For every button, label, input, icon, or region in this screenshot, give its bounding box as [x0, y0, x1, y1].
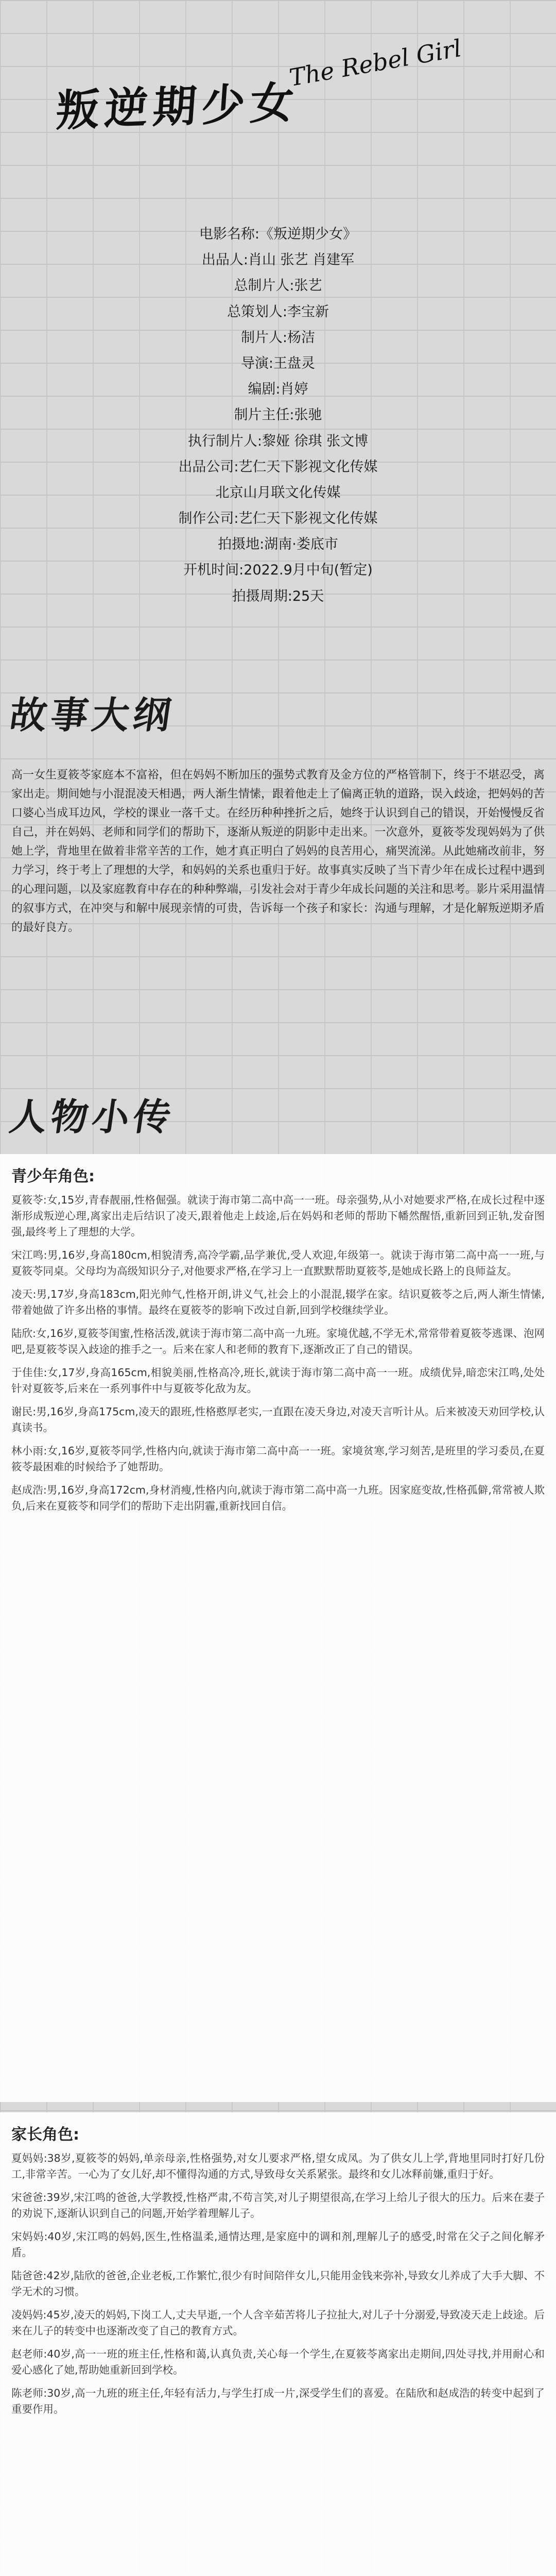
credit-line: 总策划人:李宝新	[227, 303, 329, 320]
credit-line: 制作公司:艺仁天下影视文化传媒	[178, 511, 378, 527]
hero	[0, 0, 556, 206]
character-bio: 林小雨:女,16岁,夏筱苓同学,性格内向,就读于海市第二高中高一一班。家境贫寒,学习刻苦,是班里的学习委员,在夏筱苓最困难的时候给予了她帮助。	[11, 1445, 545, 1473]
characters-heading: 人物小传	[7, 1095, 178, 1139]
credit-line: 出品公司:艺仁天下影视文化传媒	[178, 459, 378, 475]
synopsis-text: 高一女生夏筱苓家庭本不富裕，但在妈妈不断加压的强势式教育及金方位的严格管制下，终于不堪忍受，离家出走。期间她与小混混凌天相遇，两人渐生情愫，跟着他走上了偏离正轨的道路，误入歧途，把妈妈的苦口婆心当成耳边风，学校的课业一落千丈。在经历种种挫折之后，她终于认识到自己的错误，开始慢慢反省自己，并在妈妈、老师和同学们的帮助下，逐渐从叛逆的阴影中走出来。一次意外，夏筱苓发现妈妈为了供她上学，背地里在做着非常辛苦的工作，她才真正明白了妈妈的良苦用心，痛哭流涕。从此她痛改前非，努力学习，终于考上了理想的大学，和妈妈的关系也重归于好。故事真实反映了当下青少年在成长过程中遇到的心理问题，以及家庭教育中存在的种种弊端，引发社会对于青少年成长问题的关注和思考。影片采用温情的叙事方式，在冲突与和解中展现亲情的可贵，告诉每一个孩子和家长：沟通与理解，才是化解叛逆期矛盾的最好良方。	[11, 769, 545, 934]
synopsis-heading: 故事大纲	[7, 693, 178, 737]
credit-line: 导演:王盘灵	[240, 355, 316, 371]
character-bio: 宋妈妈:40岁,宋江鸣的妈妈,医生,性格温柔,通情达理,是家庭中的调和剂,理解儿子的感受,时常在父子之间化解矛盾。	[11, 2230, 545, 2259]
character-bio: 赵成浩:男,16岁,身高172cm,身材消瘦,性格内向,就读于海市第二高中高一九班。因家庭变故,性格孤僻,常常被人欺负,后来在夏筱苓和同学们的帮助下走出阴霾,重新找回自信。	[11, 1484, 545, 1512]
parent-characters-panel	[0, 2112, 556, 2576]
credit-line: 拍摄地:湖南·娄底市	[218, 536, 338, 553]
english-title: The Rebel Girl	[287, 34, 464, 92]
teen-characters-panel	[0, 1154, 556, 2102]
credit-line: 制片人:杨洁	[240, 329, 316, 346]
character-bio: 凌天:男,17岁,身高183cm,阳光帅气,性格开朗,讲义气,社会上的小混混,辍学在家。结识夏筱苓之后,两人渐生情愫,带着她做了许多出格的事情。最终在夏筱苓的影响下改过自新,回到学校继续学业。	[11, 1288, 545, 1316]
credit-line: 执行制片人:黎娅 徐琪 张文博	[187, 433, 369, 449]
character-bio: 宋江鸣:男,16岁,身高180cm,相貌清秀,高冷学霸,品学兼优,受人欢迎,年级第一。就读于海市第二高中高一一班,与夏筱苓同桌。父母均为高级知识分子,对他要求严格,在学习上一直默默帮助夏筱苓,是她成长路上的良师益友。	[11, 1249, 545, 1277]
credit-line: 制片主任:张驰	[234, 407, 322, 423]
character-bio: 陈老师:30岁,高一九班的班主任,年轻有活力,与学生打成一片,深受学生们的喜爱。在陆欣和赵成浩的转变中起到了重要作用。	[11, 2387, 545, 2415]
character-bio: 于佳佳:女,17岁,身高165cm,相貌美丽,性格高冷,班长,就读于海市第二高中高一一班。成绩优异,暗恋宋江鸣,处处针对夏筱苓,后来在一系列事件中与夏筱苓化敌为友。	[11, 1366, 545, 1395]
credits-list	[0, 222, 556, 609]
credit-line: 出品人:肖山 张艺 肖建军	[201, 252, 355, 268]
credit-line: 电影名称:《叛逆期少女》	[199, 226, 357, 242]
character-bio: 凌妈妈:45岁,凌天的妈妈,下岗工人,丈夫早逝,一个人含辛茹苦将儿子拉扯大,对儿子十分溺爱,导致凌天走上歧途。后来在儿子的转变中也逐渐改变了自己的教育方式。	[11, 2309, 545, 2337]
character-bio: 夏妈妈:38岁,夏筱苓的妈妈,单亲母亲,性格强势,对女儿要求严格,望女成凤。为了供女儿上学,背地里同时打好几份工,非常辛苦。一心为了女儿好,却不懂得沟通的方式,导致母女关系紧张。最终和女儿冰释前嫌,重归于好。	[11, 2152, 545, 2180]
character-bio: 赵老师:40岁,高一一班的班主任,性格和蔼,认真负责,关心每一个学生,在夏筱苓离家出走期间,四处寻找,并用耐心和爱心感化了她,帮助她重新回到学校。	[11, 2348, 545, 2376]
character-bio: 夏筱苓:女,15岁,青春靓丽,性格倔强。就读于海市第二高中高一一班。母亲强势,从小对她要求严格,在成长过程中逐渐形成叛逆心理,离家出走后结识了凌天,跟着他走上歧途,后在妈妈和老师的帮助下幡然醒悟,重新回到正轨,发奋图强,最终考上了理想的大学。	[11, 1194, 545, 1238]
credit-line: 北京山月联文化传媒	[215, 484, 341, 501]
credit-line: 拍摄周期:25天	[232, 588, 324, 604]
parent-characters-heading: 家长角色:	[11, 2126, 79, 2144]
character-bio: 陆欣:女,16岁,夏筱苓闺蜜,性格活泼,就读于海市第二高中高一九班。家境优越,不学无术,常常带着夏筱苓逃课、泡网吧,是夏筱苓误入歧途的推手之一。后来在家人和老师的教育下,逐渐改正了自己的错误。	[11, 1327, 545, 1355]
credit-line: 编剧:肖婷	[248, 381, 308, 398]
character-bio: 谢民:男,16岁,身高175cm,凌天的跟班,性格憨厚老实,一直跟在凌天身边,对凌天言听计从。后来被凌天劝回学校,认真读书。	[11, 1405, 545, 1434]
character-bio: 陆爸爸:42岁,陆欣的爸爸,企业老板,工作繁忙,很少有时间陪伴女儿,只能用金钱来弥补,导致女儿养成了大手大脚、不学无术的习惯。	[11, 2269, 545, 2298]
credit-line: 总制片人:张艺	[234, 278, 322, 294]
credit-line: 开机时间:2022.9月中旬(暂定)	[183, 562, 373, 579]
page-title: 叛逆期少女	[54, 77, 301, 137]
character-bio: 宋爸爸:39岁,宋江鸣的爸爸,大学教授,性格严肃,不苟言笑,对儿子期望很高,在学习上给儿子很大的压力。后来在妻子的劝说下,逐渐认识到自己的问题,开始学着理解儿子。	[11, 2191, 545, 2219]
teen-characters-heading: 青少年角色:	[11, 1167, 95, 1185]
